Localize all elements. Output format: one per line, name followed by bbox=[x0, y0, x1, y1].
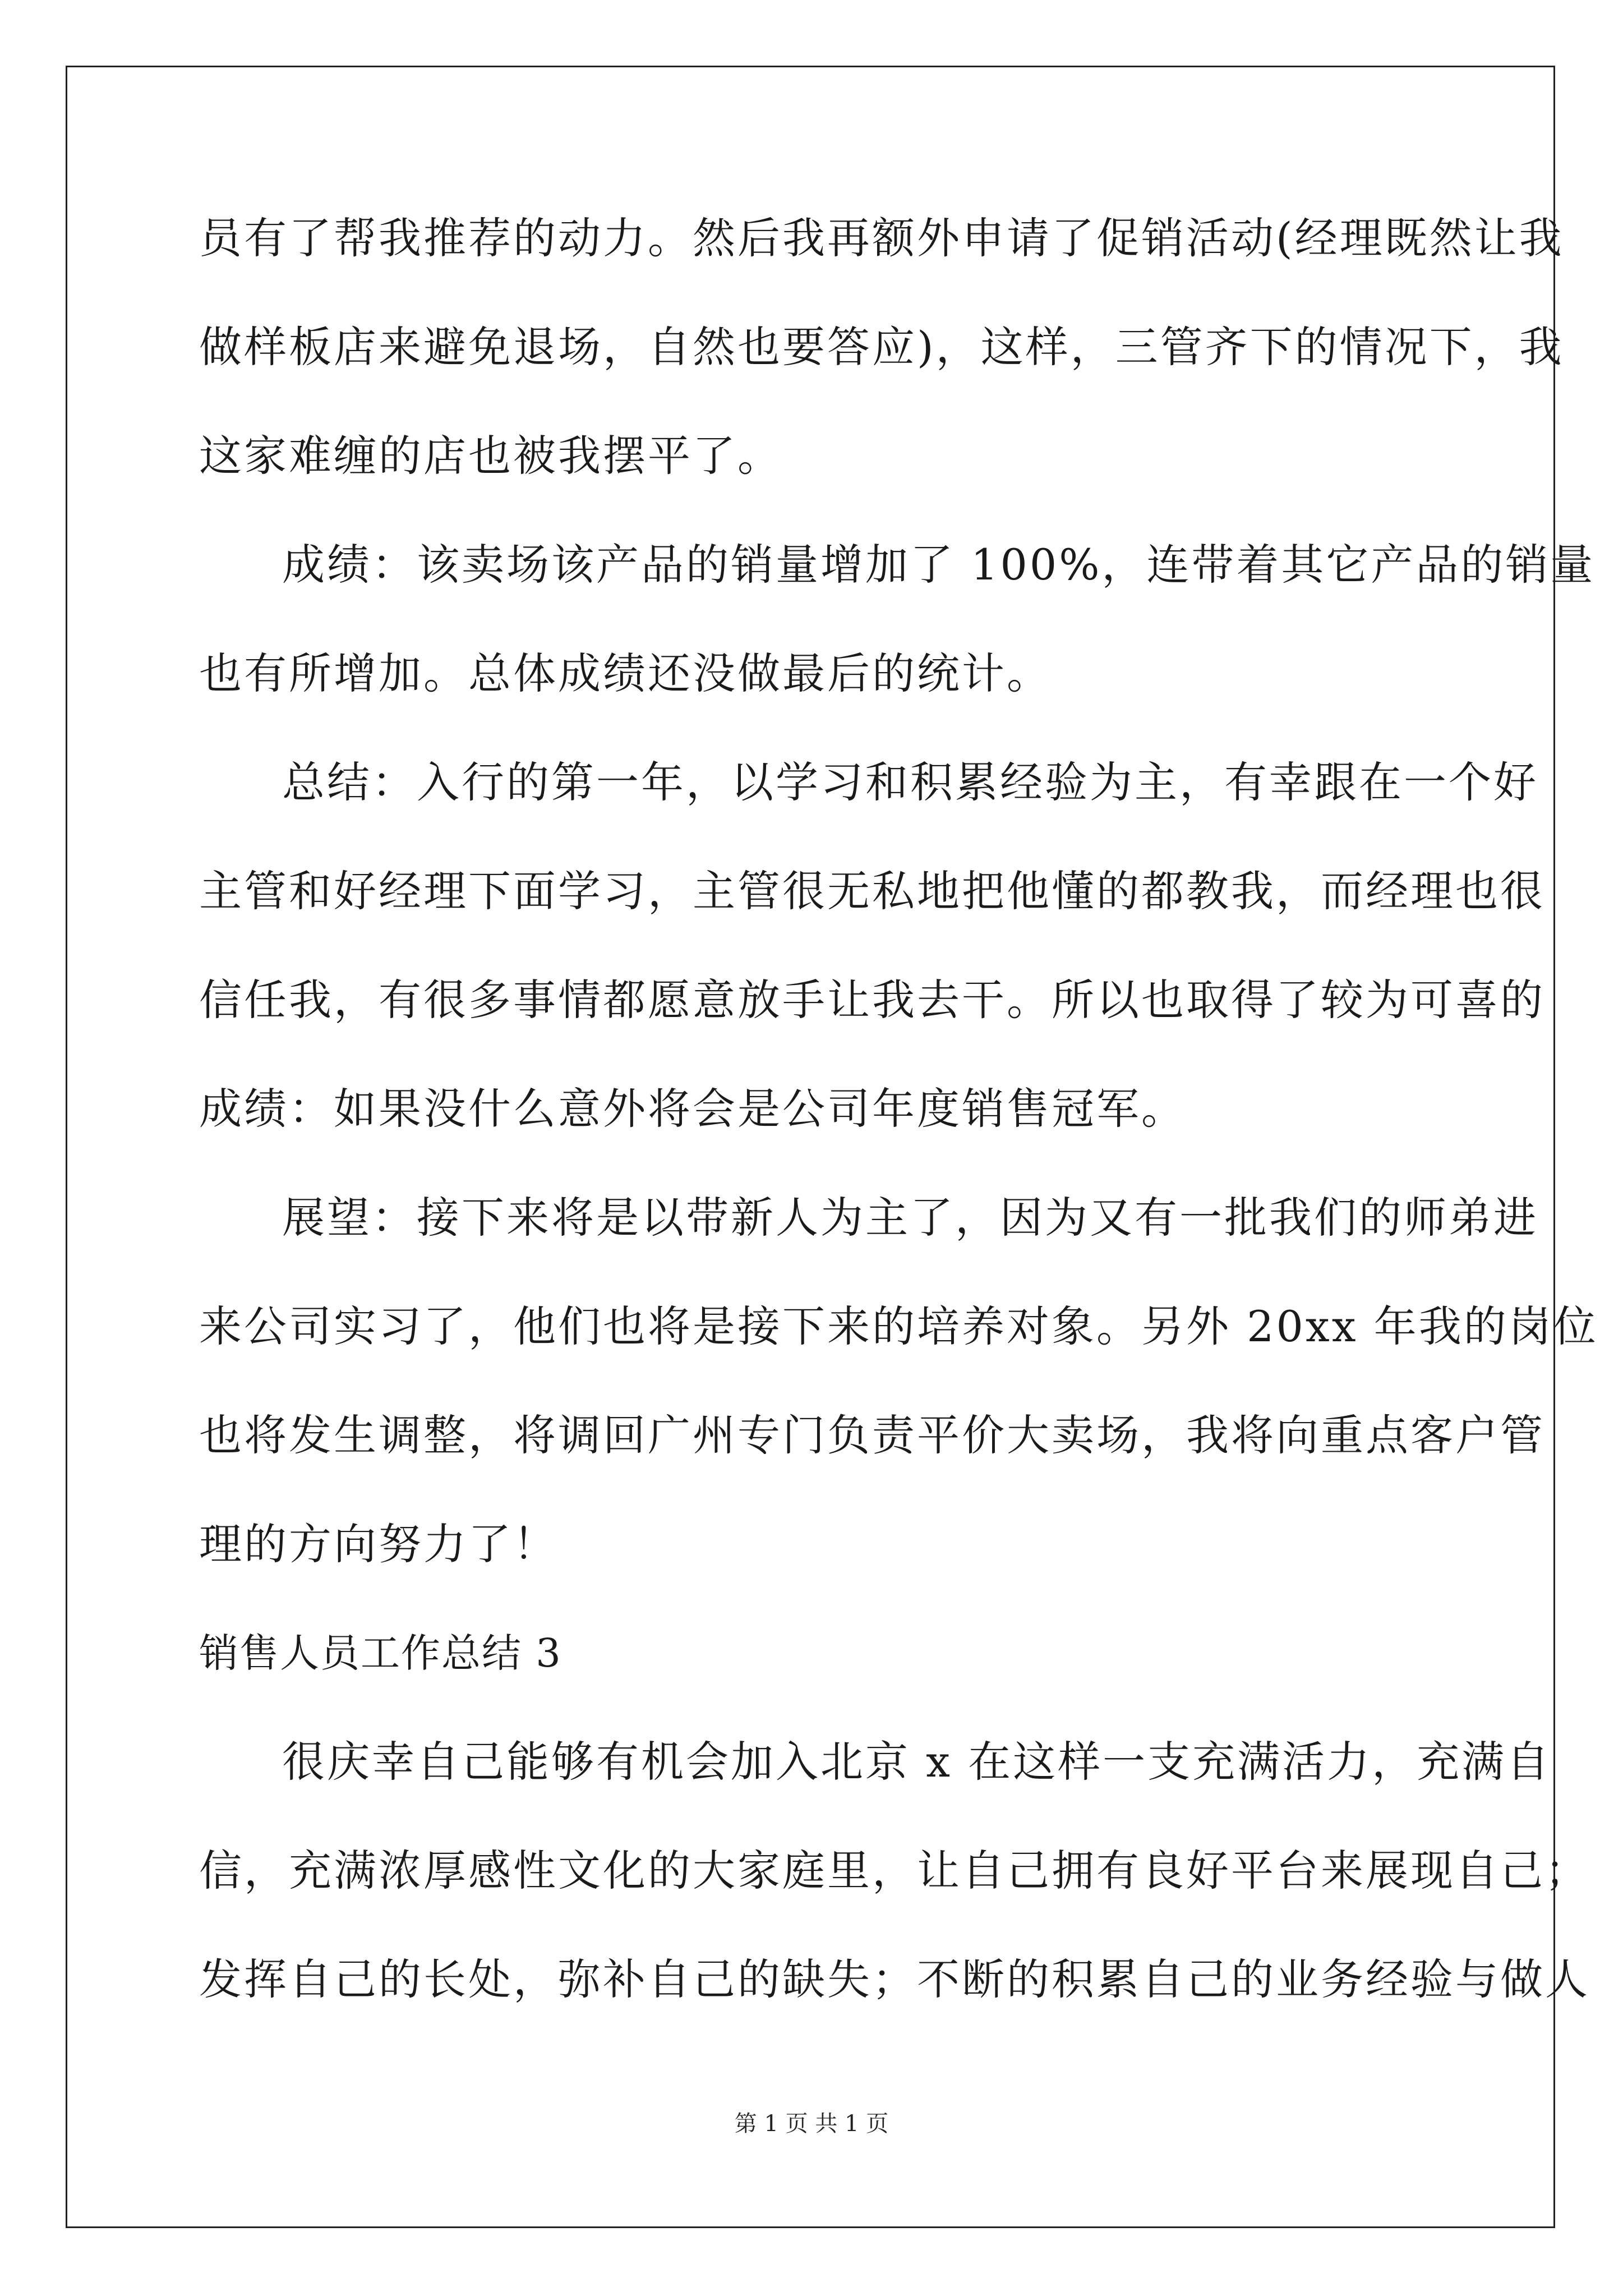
paragraph-outlook-start: 展望：接下来将是以带新人为主了，因为又有一批我们的师弟进 bbox=[282, 1193, 1538, 1243]
text-line: 做样板店来避免退场，自然也要答应)，这样，三管齐下的情况下，我 bbox=[199, 322, 1564, 372]
text-line: 主管和好经理下面学习，主管很无私地把他懂的都教我，而经理也很 bbox=[199, 866, 1545, 916]
paragraph-summary-start: 总结：入行的第一年，以学习和积累经验为主，有幸跟在一个好 bbox=[282, 757, 1538, 807]
text-line: 这家难缠的店也被我摆平了。 bbox=[199, 431, 782, 481]
section-heading: 销售人员工作总结 3 bbox=[199, 1630, 562, 1676]
page-footer: 第 1 页 共 1 页 bbox=[734, 2111, 889, 2137]
text-line: 员有了帮我推荐的动力。然后我再额外申请了促销活动(经理既然让我 bbox=[199, 213, 1564, 263]
text-line: 成绩：如果没什么意外将会是公司年度销售冠军。 bbox=[199, 1084, 1186, 1134]
text-line: 也将发生调整，将调回广州专门负责平价大卖场，我将向重点客户管 bbox=[199, 1410, 1545, 1460]
paragraph-achievement-start: 成绩：该卖场该产品的销量增加了 100%，连带着其它产品的销量 bbox=[282, 540, 1596, 590]
text-line: 信任我，有很多事情都愿意放手让我去干。所以也取得了较为可喜的 bbox=[199, 975, 1545, 1025]
text-line: 发挥自己的长处，弥补自己的缺失；不断的积累自己的业务经验与做人 bbox=[199, 1954, 1590, 2004]
text-line: 也有所增加。总体成绩还没做最后的统计。 bbox=[199, 648, 1052, 698]
text-line: 信，充满浓厚感性文化的大家庭里，让自己拥有良好平台来展现自己； bbox=[199, 1846, 1590, 1895]
text-line: 来公司实习了，他们也将是接下来的培养对象。另外 20xx 年我的岗位 bbox=[199, 1301, 1598, 1351]
paragraph-intro-start: 很庆幸自己能够有机会加入北京 x 在这样一支充满活力，充满自 bbox=[282, 1737, 1552, 1787]
document-body bbox=[199, 210, 1598, 2060]
text-line: 理的方向努力了！ bbox=[199, 1519, 558, 1569]
